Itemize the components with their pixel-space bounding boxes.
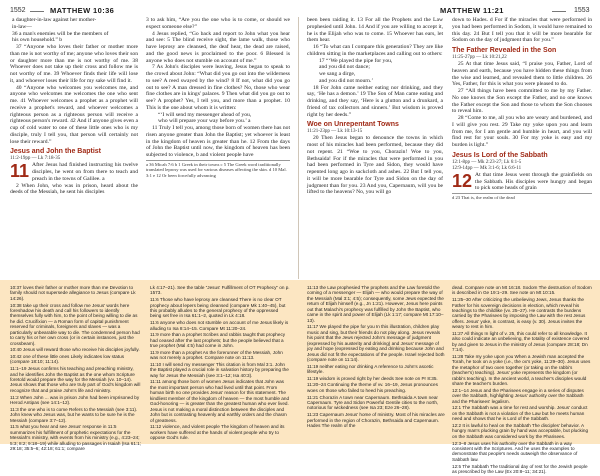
study-note: 11:27 All things In light of v. 25, this could refer to all knowledge. It also could indicate an unbelieving, the totality of existence covered by and given to Jesus in the ministry of Jesus (compare 28:18; Dn 7:14). — [452, 331, 589, 353]
parallel-reference: 11:25-27pp — Lk 10:21,22 — [452, 55, 507, 60]
study-note: 10:38 take up their cross and follow me Jesus' words here foreshadow his death and call his followers to identify themselves fully with him, to the point of being willing to die as he did. Crucifixion — a Roman form of capital punishment reserved for criminals, foreigners and slaves — was a particularly unbearable way to die. The condemned person had to carry his or her own cross (or in certain instances, just the crossbeam). — [10, 302, 140, 346]
scripture-paragraph: 11 Truly I tell you, among those born of women there has not risen anyone greater than John the Baptist; yet whoever is least in the kingdom of heaven is greater than he. 12 From the days of John the Baptist until now, the kingdom of heaven has been subjected to violence, b and violent people have — [146, 125, 290, 158]
study-note: 11:13 the Law prophesied The prophets and the Law foretold the coming of a messenger — Elijah — who would prepare the way of the Messiah (Mal 3:1; 4:5); consequently, some Jews expected the return of Elijah himself (e.g., Jn 1:21). However, Jesus here points out that Malachi's prophecy was fulfilled by John the Baptist, who came in the spirit and power of Elijah (Lk 1:17; compare Mt 17:10–13). — [307, 285, 444, 323]
gutter-divider — [298, 17, 299, 279]
scripture-paragraph: 7 As John's disciples were leaving, Jesus began to speak to the crowd about John: “What did you go out into the wilderness to see? A reed swayed by the wind? 8 If not, what did you go out to see? A man dressed in fine clothes? No, those who wear fine clothes are in kings' palaces. 9 Then what did you go out to see? A prophet? Yes, I tell you, and more than a prophet. 10 This is the one about whom it is written: — [146, 64, 290, 111]
text-column-4 — [452, 17, 592, 201]
study-note: 11:6 anyone who does not stumble on account of me Jesus likely is alluding to Isa 8:14–15. Compare Mt 11:20–24. — [150, 320, 289, 331]
header-rule — [30, 11, 44, 12]
study-note: 11:23 Capernaum Jesus' home of ministry. Most of his miracles are performed in the region of Chorazin, Bethsaida and Capernaum. Hades The realm of the — [307, 412, 445, 428]
study-note: Lk 4:17–21). See the table “Jesus' Fulfillment of OT Prophecy” on p. 1573. — [150, 285, 290, 296]
verse-block — [10, 17, 138, 44]
study-note: 11:21 Chorazin A town near Capernaum. Bethsaida A town near Capernaum. Tyre and Sidon Powerful Gentile cities to the north, notorious for wickedness (see Isa 23; Eze 26–28). — [307, 394, 439, 411]
study-note: 11:20–24 Continuing the theme of vv. 16–19, Jesus pronounces woes on those who failed to heed his preaching. — [307, 382, 438, 393]
study-note: 11:19 neither eating nor drinking A reference to John's ascetic lifestyle. — [307, 363, 434, 375]
scripture-paragraph: been been raiding it. 13 For all the Prophets and the Law prophesied until John. 14 And if you are willing to accept it, he is the Elijah who was to come. 15 Whoever has ears, let them hear. — [307, 17, 443, 44]
study-note: 12:2 It is lawful to heal on the Sabbath The disciples' behavior. A hungry man's plucking grain by hand was acceptable, but plucking on the Sabbath was considered work by the Pharisees. — [452, 423, 589, 439]
study-note: dead. Compare note on Mt 16:18. Sodom The destruction of Sodom is described in Ge 19:1–29. See note on Mt 10:15. — [452, 285, 592, 296]
verse-line: a daughter-in-law against her mother- — [12, 17, 97, 23]
poem-line: and you did not dance; — [319, 64, 370, 71]
chapter-text: At that time Jesus went through the grainfields on the Sabbath. His disciples were hungry and began to pick some heads of grain — [475, 171, 592, 192]
study-note: 11:12 violence, and violent people The kingdom of heaven and its workers have suffered at the hands of violent people who try to oppose God's rule. — [150, 424, 285, 441]
footnotes: d 23 That is, the realm of the dead — [452, 193, 592, 201]
scripture-paragraph: 20 Then Jesus began to denounce the towns in which most of his miracles had been performed, because they did not repent. 21 “Woe to you, Chorazin! Woe to you, Bethsaida! For if the miracles that were performed in you had been performed in Tyre and Sidon, they would have repented long ago in sackcloth and ashes. 22 But I tell you, it will be more bearable for Tyre and Sidon on the day of judgment than for you. 23 And you, Capernaum, will you be lifted to the heavens? No, you will go — [307, 135, 443, 196]
scripture-paragraph: 27 “All things have been committed to me by my Father. No one knows the Son except the Father, and no one knows the Father except the Son and those to whom the Son chooses to reveal him. — [452, 88, 592, 115]
chapter-opening — [10, 162, 138, 182]
chapter-text: After Jesus had finished instructing his twelve disciples, he went on from there to teach and preach in the towns of Galilee. a — [32, 162, 138, 182]
scripture-paragraph: 25 At that time Jesus said, “I praise you, Father, Lord of heaven and earth, because you have hidden these things from the wise and learned, and revealed them to little children. 26 Yes, Father, for this is what you were pleased to do. — [452, 61, 592, 88]
poem-block — [307, 58, 443, 85]
right-page-number: 1553 — [574, 7, 590, 14]
study-note: 11:9 more than a prophet Scribes and rabbis taught that prophecy had ceased after the last prophets; but the people believed that a true prophet (Mal 4:5) had come in John. — [150, 332, 286, 349]
notes-column-3 — [307, 285, 445, 430]
verse-line: 36 a man's enemies will be the members of — [12, 30, 109, 37]
chapter-number: 12 — [452, 170, 473, 191]
scripture-paragraph: 28 “Come to me, all you who are weary and burdened, and I will give you rest. 29 Take my yoke upon you and learn from me, for I am gentle and humble in heart, and you will find rest for your souls. 30 For my yoke is easy and my burden is light.” — [452, 115, 592, 148]
study-note: 11:17 We played the pipe for you In this illustration, children play music and sing, but their friends do not play along. Jesus reveals his point that the Jews rejected John's message of judgment (expressed by his austerity and drinking) and Jesus' message of joy and hope (expressed by eating and drinking because John and Jesus did not fit the expectations of the people. Israel rejected both (compare note on 11:14). — [307, 324, 445, 363]
scripture-paragraph: 16 “To what can I compare this generation? They are like children sitting in the marketplaces and calling out to others: — [307, 44, 443, 57]
chapter-opening — [452, 172, 592, 192]
section-heading: Jesus and John the Baptist — [10, 148, 102, 156]
study-note: 11:1–19 Jesus confirms his teaching and preaching ministry, and he identifies John the Baptist as the one whom Scripture foretold would prepare the way for the Messiah (vv. 10–14). Jesus shows that those who are truly part of God's kingdom will recognize that and praise John's life and ministry. — [10, 366, 141, 393]
poem-line: 17 “‘We played the pipe for you, — [319, 57, 393, 64]
study-note: 11:9 more than a prophet As the forerunner of the Messiah, John was not merely a prophet. Compare note on 11:13. — [150, 349, 283, 361]
study-note: 10:40 Jesus will reward those who receive his disciples joyfully. — [10, 347, 140, 353]
poem-line: who will prepare your way before you.’ a — [158, 118, 251, 125]
study-notes-panel — [0, 280, 600, 474]
poem-block — [146, 112, 290, 126]
section-heading: The Father Revealed in the Son — [452, 47, 557, 54]
study-note: 10:37 loves their father or mother more than me Devotion to family should not supersede allegiance to Jesus (compare Lk 14:26). — [10, 285, 136, 301]
scripture-paragraph: down to Hades. d For if the miracles that were performed in you had been performed in Sodom, it would have remained to this day. 24 But I tell you that it will be more bearable for Sodom on the day of judgment than for you.” — [452, 17, 592, 44]
chapter-number: 11 — [10, 161, 30, 182]
study-note: 11:11 among those born of women Jesus indicates that John was the most important person who had lived until that point. From human birth no one provides Jesus' reason for this statement. The kindliest member of the kingdom of heaven — the most humble and God-honoring — is greater than the greatest human who ever lived. Jesus is not making a moral distinction between the disciples and John but is contrasting heavenly and earthly orders and the chasm of greatness. — [150, 379, 290, 423]
poem-line: we sang a dirge, — [319, 71, 356, 77]
parallel-reference: 12:9-14pp — Mk 3:1-6; Lk 6:6-11 — [452, 165, 522, 171]
header-rule — [552, 11, 566, 12]
study-note: 11:3 the one who is to come Refers to the Messiah (see 3:11). John knew who Jesus was, but he wants to be sure he is the Messiah (compare 3:7–12). — [10, 406, 138, 423]
study-note: 11:5 what you hear and see Jesus' response in 11:5 summarizes his fulfillment of prophetic expectations for the Messiah's ministry, with events from his ministry (e.g., 4:23–24; 5:3; 8:2; 9:18–19) while alluding to passages in Isaiah (Isa 61:1; 29:18; 35:5–6; 42:18; 61:1; compare — [10, 424, 142, 451]
study-note: 10:42 one of these little ones Likely indicates low status (compare 18:10; 11:14). — [10, 354, 125, 365]
study-note: 11:2 When John ... was in prison John had been imprisoned by Herod Antipas (see 14:1–12). — [10, 394, 140, 405]
notes-column-1 — [10, 285, 142, 453]
study-note: 12:3–8 Jesus uses his authority over the Sabbath in a way consistent with the Scriptures. And he uses the examples to demonstrate that people's needs outweigh the observance of Sabbath law. — [452, 440, 578, 462]
text-column-3 — [307, 17, 443, 196]
scripture-paragraph: 40 “Anyone who welcomes you welcomes me, and anyone who welcomes me welcomes the one who sent me. 41 Whoever welcomes a prophet as a prophet will receive a prophet's reward, and whoever welcomes a righteous person as a righteous person will receive a righteous person's reward. 42 And if anyone gives even a cup of cold water to one of these little ones who is my disciple, truly I tell you, that person will certainly not lose their reward.” — [10, 84, 138, 145]
notes-column-2 — [150, 285, 290, 442]
parallel-reference: 12:1-8pp — Mk 2:23-27; Lk 6:1-5 — [452, 159, 522, 165]
footnotes: a 36 Micah 7:6 b 1 Greek in their towns c 5 The Greek word traditionally translated leprosy was used for various diseases affecting the skin. d 10 Mal. 3:1 e 12 Or been forcefully advancing — [146, 160, 290, 179]
study-note: 11:6 Those who have leprosy are cleansed There is no clear OT prophecy about lepers being cleansed (compare Mk 1:40–45), but this probably alludes to the general prophecy of the oppressed being set free in Isa 61:1–2, quoted in Lk 4:18. — [150, 297, 286, 319]
left-page-title: MATTHEW 10:36 — [50, 6, 115, 15]
parallel-reference: 11:2-19pp — Lk 7:18-35 — [10, 156, 61, 162]
right-page-title: MATTHEW 11:21 — [440, 6, 504, 15]
scripture-paragraph: 4 Jesus replied, “Go back and report to John what you hear and see: 5 The blind receive sight, the lame walk, those who have leprosy are cleansed, the deaf hear, the dead are raised, and the good news is proclaimed to the poor. 6 Blessed is anyone who does not stumble on account of me.” — [146, 30, 290, 64]
poem-line: and you did not mourn.’ — [319, 77, 374, 84]
verse-line: his own household.” b — [12, 37, 63, 44]
study-note: 11:10 I will send my messenger This citation is from Mal 3:1. John the Baptist played a crucial role in salvation history by preparing the way for Jesus the Messiah (see 3:1–12; Isa 40:3). — [150, 361, 289, 378]
text-column-1 — [10, 17, 138, 196]
section-heading: Woe on Unrepentant Towns — [307, 121, 399, 129]
section-heading: Jesus Is Lord of the Sabbath — [452, 151, 548, 159]
scripture-paragraph: 3 to ask him, “Are you the one who is to come, or should we expect someone else?” — [146, 17, 290, 30]
text-column-2 — [146, 17, 290, 179]
notes-column-4 — [452, 285, 592, 476]
study-note: 12:1 The Sabbath was a time for rest and worship. Jesus' conduct on the Sabbath is not a violation of the Law but he meets human need and shows that he is Lord of the Sabbath. — [452, 405, 588, 422]
scripture-paragraph: 18 For John came neither eating nor drinking, and they say, ‘He has a demon.’ 19 The Son of Man came eating and drinking, and they say, ‘Here is a glutton and a drunkard, a friend of tax collectors and sinners.’ But wisdom is proved right by her deeds.” — [307, 84, 443, 118]
study-note: 12:5 The Sabbath The traditional day of rest for the Jewish people as prescribed by the Law (Ex 20:8–11; 34:21). — [452, 463, 588, 474]
verse-line: in-law— — [12, 23, 32, 30]
study-note: 11:25–30 After criticizing the unbelieving Jews, Jesus thanks the Father for his sovereign decisions in election, which reveal his teachings to the childlike (vv. 25–27). He contrasts the burdens carried by the Pharisees by imposing the Law with the rest Jesus offers. Jesus' yoke, in contrast, is easy (v. 30). Jesus invites the weary to rest in him. — [452, 297, 586, 330]
parallel-reference: 11:21-23pp — Lk 10:13-15 — [307, 129, 363, 135]
scripture-paragraph: 2 When John, who was in prison, heard about the deeds of the Messiah, he sent his disciples — [10, 182, 138, 196]
left-page-number: 1552 — [10, 7, 26, 14]
poem-line: “‘I will send my messenger ahead of you, — [158, 111, 252, 118]
study-note: 11:28 Take my yoke upon you When a Jewish man accepted the Torah, he took on a yoke (i.e., the ox's yoke, 11:29–30). Jesus uses the metaphor of two oxen together (or taking on the rabbi's (teacher's) teaching). Jesus' yoke represents the kingdom (or rabbi's teaching). In the ancient world, a teacher's disciples would share the teacher's burden. — [452, 354, 591, 387]
scripture-paragraph: 37 “Anyone who loves their father or mother more than me is not worthy of me; anyone who loves their son or daughter more than me is not worthy of me. 38 Whoever does not take up their cross and follow me is not worthy of me. 39 Whoever finds their life will lose it, and whoever loses their life for my sake will find it. — [10, 44, 138, 84]
study-note: 12:1–14 Jesus and the Pharisees engage in a series of disputes over the Sabbath, highlighting Jesus' authority over the Sabbath and the Pharisees' legalism. — [452, 387, 584, 404]
study-note: 11:19 wisdom is proved right by her deeds See note on Pr 8:35. — [307, 375, 438, 381]
